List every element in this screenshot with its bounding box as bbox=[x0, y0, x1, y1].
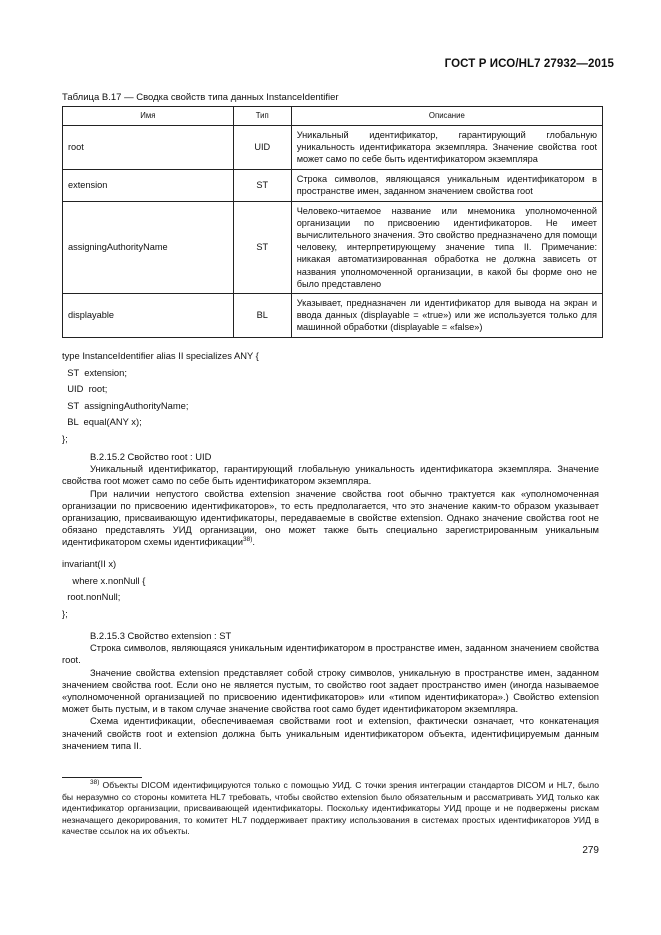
cell-type: BL bbox=[233, 294, 291, 338]
section-root bbox=[62, 451, 599, 549]
column-header-description: Описание bbox=[291, 107, 602, 126]
table-row bbox=[63, 294, 603, 338]
cell-name: extension bbox=[63, 169, 234, 201]
properties-table bbox=[62, 106, 603, 338]
column-header-type: Тип bbox=[233, 107, 291, 126]
paragraph: Строка символов, являющаяся уникальным идентификатором в пространстве имен, заданном значением свойства root. bbox=[62, 642, 599, 666]
code-line: root.nonNull; bbox=[62, 591, 121, 603]
cell-type: ST bbox=[233, 201, 291, 293]
paragraph-end: . bbox=[252, 536, 256, 548]
code-line: ST extension; bbox=[62, 366, 127, 378]
code-line: ST assigningAuthorityName; bbox=[62, 399, 189, 411]
cell-description: Указывает, предназначен ли идентификатор для вывода на экран и ввода данных (displayable = «true») или же используется только для машинной обработки (displayable = «false») bbox=[291, 294, 602, 338]
code-line: }; bbox=[62, 432, 68, 444]
document-id-header: ГОСТ Р ИСО/HL7 27932—2015 bbox=[444, 58, 614, 70]
code-line: type InstanceIdentifier alias II specializes ANY { bbox=[62, 350, 259, 361]
paragraph: Схема идентификации, обеспечиваемая свойствами root и extension, фактически означает, что конкатенация значений свойств root и extension должна быть уникальным идентификатором объекта, идентифицируемым данным значением типа II. bbox=[62, 715, 599, 751]
footnote bbox=[62, 780, 599, 838]
footnote-marker: 38) bbox=[90, 779, 100, 787]
footnote-text: Объекты DICOM идентифицируются только с помощью УИД. С точки зрения интеграции стандартов DICOM и HL7, было бы неразумно со стороны комитета HL7 требовать, чтобы свойство extension было обязательным и рассматривать УИД только как идентификатор организации, присваивающей идентификаторы. Поскольку идентификаторы УИД проще и не подвержены рискам незначащего декорирования, то комитет HL7 поддерживает практику использования в системах простых идентификаторов УИД в качестве ссылок на их объекты. bbox=[62, 780, 599, 837]
code-line: where x.nonNull { bbox=[62, 574, 146, 586]
footnote-divider bbox=[62, 777, 142, 778]
cell-description: Человеко-читаемое название или мнемоника уполномоченной организации по присвоению идентификаторов. Не имеет вычислительного значения. Это свойство предназначено для помощи человеку, интерпретирующему значение типа II. Примечание: никакая автоматизированная обработка не должна зависеть от названия уполномоченной организации, в какой бы форме оно не было представлено bbox=[291, 201, 602, 293]
code-line: UID root; bbox=[62, 383, 108, 395]
cell-description: Строка символов, являющаяся уникальным идентификатором в пространстве имен, заданном значением свойства root bbox=[291, 169, 602, 201]
paragraph: Значение свойства extension представляет собой строку символов, уникальную в пространстве имен, заданном значением свойства root. Если оно не является пустым, то свойство root задает пространство имен (иногда называемое «уполномоченной организацией по присвоению идентификаторов» или «типом идентификатора».) Свойство extension может быть пустым, и в таком случае значение свойства root само будет идентификатором экземпляра. bbox=[62, 666, 599, 715]
table-row bbox=[63, 169, 603, 201]
code-line: BL equal(ANY x); bbox=[62, 416, 142, 428]
section-extension bbox=[62, 630, 599, 752]
cell-description: Уникальный идентификатор, гарантирующий глобальную уникальность идентификатора экземпляра. Значение свойства root может само по себе быть идентификатором экземпляра bbox=[291, 126, 602, 170]
table-row bbox=[63, 201, 603, 293]
cell-name: assigningAuthorityName bbox=[63, 201, 234, 293]
table-header-row bbox=[63, 107, 603, 126]
section-heading: B.2.15.3 Свойство extension : ST bbox=[90, 630, 232, 641]
type-definition-code bbox=[62, 348, 259, 448]
invariant-code bbox=[62, 556, 145, 622]
cell-type: ST bbox=[233, 169, 291, 201]
table-row bbox=[63, 126, 603, 170]
code-line: invariant(II x) bbox=[62, 558, 117, 569]
page-number: 279 bbox=[582, 845, 599, 856]
table-caption: Таблица В.17 — Сводка свойств типа данных InstanceIdentifier bbox=[62, 92, 339, 103]
cell-name: displayable bbox=[63, 294, 234, 338]
cell-type: UID bbox=[233, 126, 291, 170]
footnote-reference: 38) bbox=[243, 536, 253, 544]
paragraph bbox=[62, 488, 599, 549]
cell-name: root bbox=[63, 126, 234, 170]
paragraph-text: При наличии непустого свойства extension значение свойства root обычно трактуется как «уполномоченная организации по присвоению идентификаторов», то есть предполагается, что это значение каким-то образом указывает организацию, присваивающую идентификаторы, передаваемые в свойстве extension. Однако значение свойства root не обязано представлять УИД организации, оно может также быть специально зарегистрированным уникальным идентификатором схемы идентификации bbox=[62, 487, 599, 548]
section-heading: B.2.15.2 Свойство root : UID bbox=[90, 451, 212, 462]
code-line: }; bbox=[62, 607, 68, 619]
column-header-name: Имя bbox=[63, 107, 234, 126]
paragraph: Уникальный идентификатор, гарантирующий глобальную уникальность идентификатора экземпляра. Значение свойства root может само по себе быть идентификатором экземпляра. bbox=[62, 463, 599, 487]
